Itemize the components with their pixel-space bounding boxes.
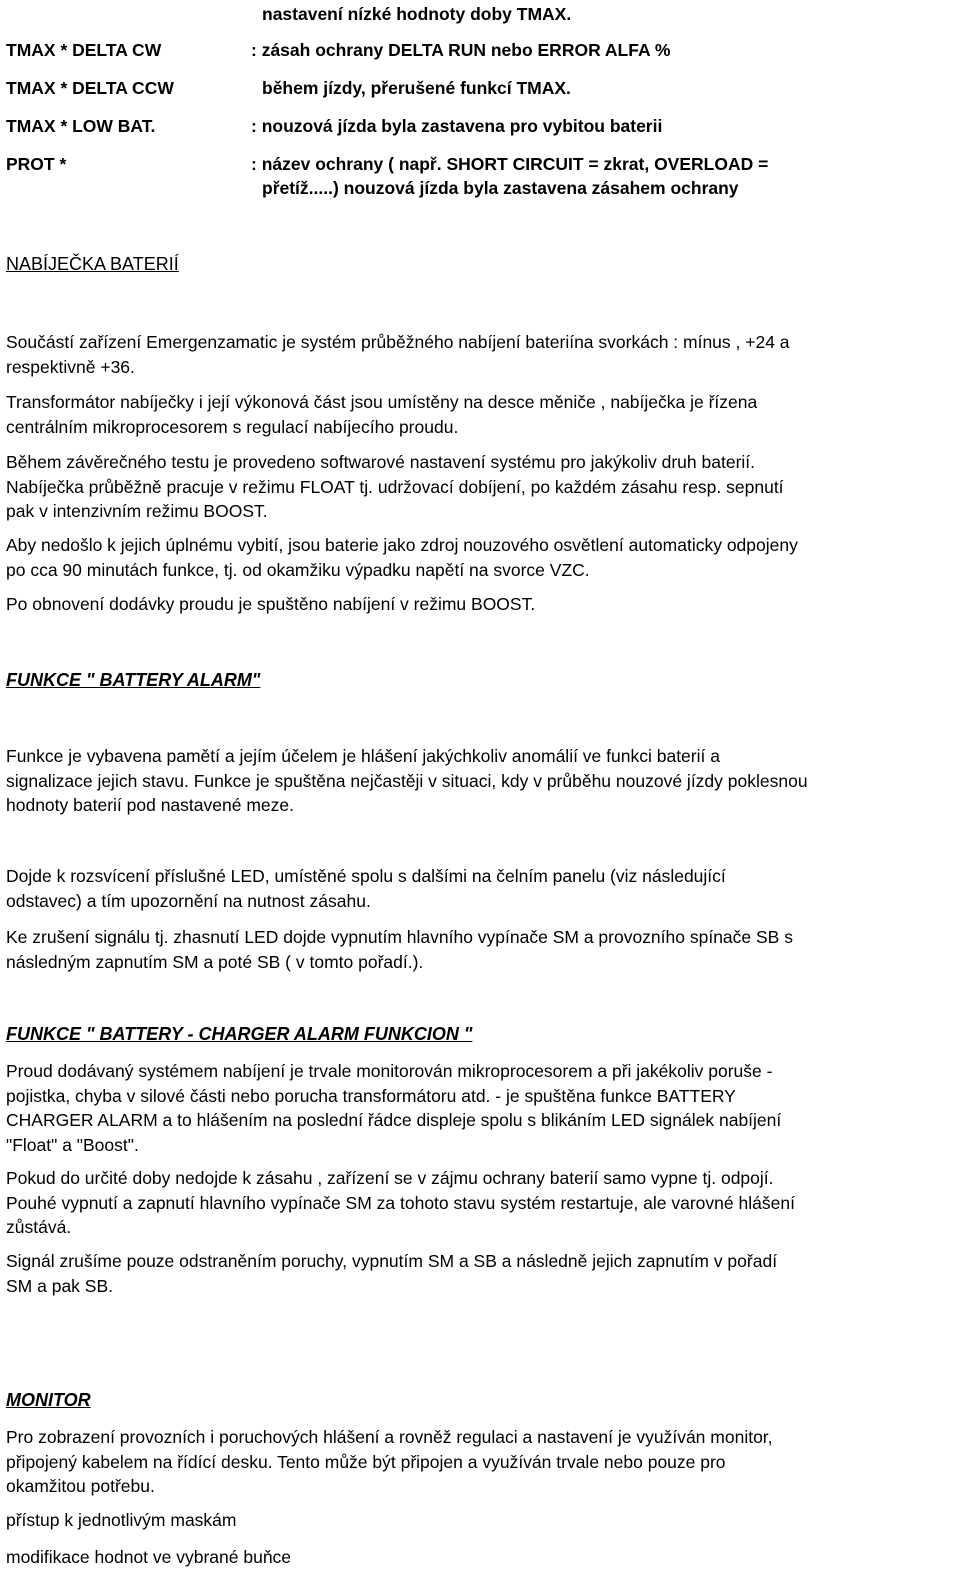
paragraph-line: Aby nedošlo k jejich úplnému vybití, jsou baterie jako zdroj nouzového osvětlení automaticky odpojeny	[6, 535, 798, 555]
paragraph-line: pak v intenzivním režimu BOOST.	[6, 501, 268, 521]
paragraph-line: Dojde k rozsvícení příslušné LED, umístěné spolu s dalšími na čelním panelu (viz následující	[6, 866, 726, 886]
charger-paragraph-3	[6, 450, 954, 524]
monitor-paragraph-1	[6, 1425, 954, 1499]
battery-alarm-paragraph-2	[6, 864, 954, 913]
paragraph-line: Ke zrušení signálu tj. zhasnutí LED dojde vypnutím hlavního vypínače SM a provozního spínače SB s	[6, 927, 793, 947]
paragraph-line: okamžitou potřebu.	[6, 1476, 155, 1496]
charger-alarm-paragraph-2	[6, 1166, 954, 1240]
term-tmax-delta-ccw: TMAX * DELTA CCW	[6, 78, 174, 98]
tmax-continuation: nastavení nízké hodnoty doby TMAX.	[262, 4, 572, 24]
monitor-paragraph-2	[6, 1508, 954, 1533]
paragraph-line: Během závěrečného testu je provedeno softwarové nastavení systému pro jakýkoliv druh baterií.	[6, 452, 756, 472]
term-prot: PROT *	[6, 154, 67, 174]
paragraph-line: Funkce je vybavena pamětí a jejím účelem je hlášení jakýchkoliv anomálií ve funkci baterií a	[6, 746, 720, 766]
charger-alarm-paragraph-1	[6, 1059, 954, 1157]
charger-paragraph-4	[6, 533, 954, 582]
term-tmax-delta-cw: TMAX * DELTA CW	[6, 40, 162, 60]
battery-alarm-paragraph-1	[6, 744, 954, 818]
desc-tmax-delta-ccw: během jízdy, přerušené funkcí TMAX.	[262, 78, 571, 98]
paragraph-line: připojený kabelem na řídící desku. Tento může být připojen a využíván trvale nebo pouze pro	[6, 1451, 726, 1472]
paragraph-line: SM a pak SB.	[6, 1275, 113, 1296]
desc-prot-continuation: přetíž.....) nouzová jízda byla zastavena zásahem ochrany	[262, 178, 739, 198]
paragraph-line: centrálním mikroprocesorem s regulací nabíjecího proudu.	[6, 416, 459, 437]
paragraph-line: Po obnovení dodávky proudu je spuštěno nabíjení v režimu BOOST.	[6, 594, 536, 614]
paragraph-line: Proud dodávaný systémem nabíjení je trvale monitorován mikroprocesorem a při jakékoliv poruše -	[6, 1061, 773, 1081]
charger-paragraph-2	[6, 390, 954, 439]
paragraph-line: zůstává.	[6, 1217, 72, 1237]
paragraph-line: signalizace jejich stavu. Funkce je spuštěna nejčastěji v situaci, kdy v průběhu nouzové jízdy poklesnou	[6, 770, 808, 791]
paragraph-line: Pokud do určité doby nedojde k zásahu , zařízení se v zájmu ochrany baterií samo vypne tj. odpojí.	[6, 1168, 774, 1188]
paragraph-line: po cca 90 minutách funkce, tj. od okamžiku výpadku napětí na svorce VZC.	[6, 559, 590, 580]
section-heading-monitor: MONITOR	[6, 1390, 91, 1410]
section-heading-charger-alarm: FUNKCE " BATTERY - CHARGER ALARM FUNKCION "	[6, 1024, 473, 1044]
paragraph-line: modifikace hodnot ve vybrané buňce	[6, 1547, 292, 1567]
paragraph-line: respektivně +36.	[6, 356, 135, 377]
desc-tmax-low-bat: : nouzová jízda byla zastavena pro vybitou baterii	[251, 116, 663, 136]
charger-paragraph-5	[6, 592, 954, 617]
term-tmax-low-bat: TMAX * LOW BAT.	[6, 116, 156, 136]
paragraph-line: Transformátor nabíječky i její výkonová část jsou umístěny na desce měniče , nabíječka je řízena	[6, 392, 758, 412]
paragraph-line: přístup k jednotlivým maskám	[6, 1510, 237, 1530]
charger-alarm-paragraph-3	[6, 1249, 954, 1298]
desc-prot: : název ochrany ( např. SHORT CIRCUIT = zkrat, OVERLOAD =	[251, 154, 769, 174]
paragraph-line: Signál zrušíme pouze odstraněním poruchy, vypnutím SM a SB a následně jejich zapnutím v pořadí	[6, 1251, 778, 1271]
paragraph-line: Součástí zařízení Emergenzamatic je systém průběžného nabíjení bateriína svorkách : mínus , +24 a	[6, 332, 790, 352]
section-heading-battery-alarm: FUNKCE " BATTERY ALARM"	[6, 670, 261, 690]
paragraph-line: odstavec) a tím upozornění na nutnost zásahu.	[6, 890, 371, 911]
paragraph-line: Pro zobrazení provozních i poruchových hlášení a rovněž regulaci a nastavení je využíván monitor,	[6, 1427, 773, 1447]
paragraph-line: následným zapnutím SM a poté SB ( v tomto pořadí.).	[6, 951, 424, 972]
charger-paragraph-1	[6, 330, 954, 379]
paragraph-line: Pouhé vypnutí a zapnutí hlavního vypínače SM za tohoto stavu systém restartuje, ale varovné hlášení	[6, 1192, 795, 1213]
battery-alarm-paragraph-3	[6, 925, 954, 974]
paragraph-line: CHARGER ALARM a to hlášením na poslední řádce displeje spolu s blikáním LED signálek nabíjení	[6, 1110, 782, 1130]
paragraph-line: "Float" a "Boost".	[6, 1134, 139, 1155]
paragraph-line: Nabíječka průběžně pracuje v režimu FLOAT tj. udržovací dobíjení, po každém zásahu resp. sepnutí	[6, 476, 784, 497]
section-heading-charger: NABÍJEČKA BATERIÍ	[6, 254, 179, 274]
monitor-paragraph-3	[6, 1545, 954, 1570]
paragraph-line: hodnoty baterií pod nastavené meze.	[6, 795, 294, 815]
paragraph-line: pojistka, chyba v silové části nebo porucha transformátoru atd. - je spuštěna funkce BATTERY	[6, 1085, 736, 1106]
desc-tmax-delta-cw: : zásah ochrany DELTA RUN nebo ERROR ALFA %	[251, 40, 671, 60]
